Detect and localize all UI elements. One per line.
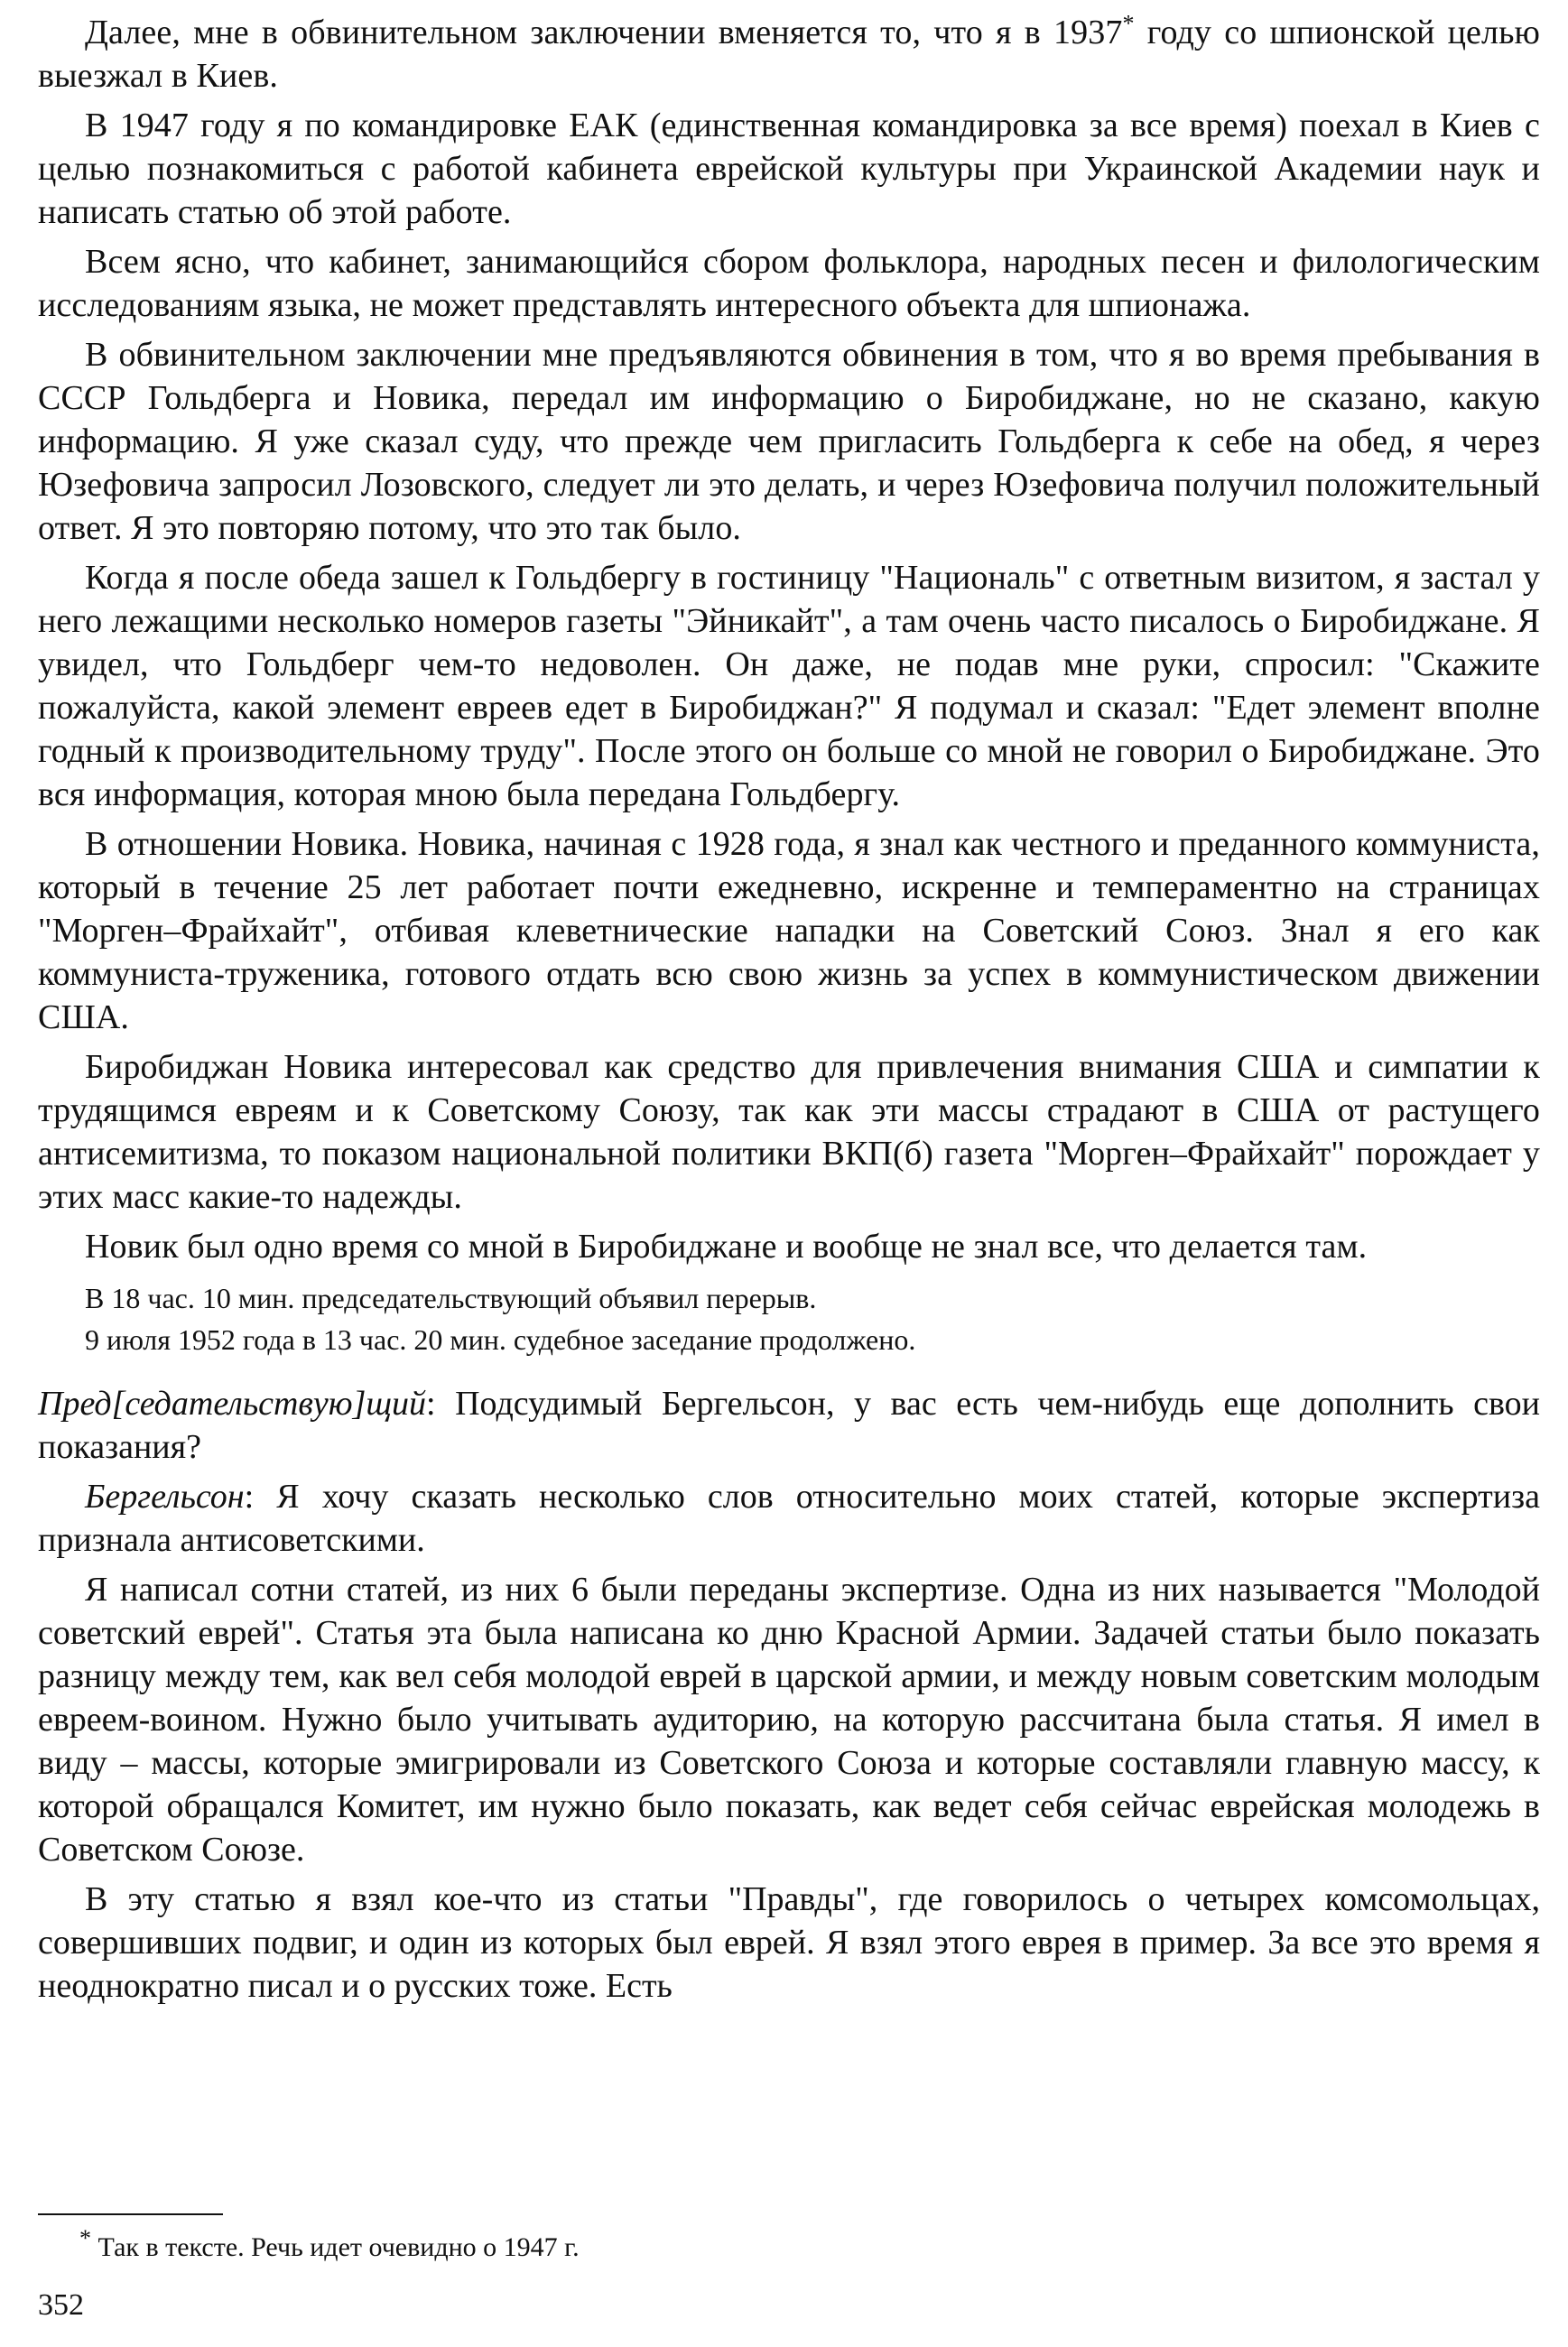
paragraph-novik-birobidzhan: Новик был одно время со мной в Биробиджане и вообще не знал все, что делается там. [85,1228,1368,1266]
question-text: : Подсудимый Бергельсон, у вас есть чем-нибудь еще дополнить свои показания? [38,1385,1540,1466]
main-text [38,11,1540,1268]
session-notes [38,1277,1540,1360]
paragraph-kiev-trip: В 1947 году я по командировке ЕАК (единственная командировка за все время) поехал в Киев с целью познакомиться с работой кабинета еврейской культуры при Украинской Академии наук и написать статью об этой работе. [38,107,1540,231]
paragraph-goldberg-novik: В обвинительном заключении мне предъявляются обвинения в том, что я во время пребывания в СССР Гольдберга и Новика, передал им информацию о Биробиджане, но не сказано, какую информацию. Я уже сказал суду, что прежде чем пригласить Гольдберга к себе на обед, я через Юзефовича запросил Лозовского, следует ли это делать, и через Юзефовича получил положительный ответ. Я это повторяю потому, что это так было. [38,336,1540,547]
session-note-resumed: 9 июля 1952 года в 13 час. 20 мин. судебное заседание продолжено. [85,1323,916,1356]
speaker-bergelson: Бергельсон [85,1478,245,1516]
chairman-question [38,1382,1540,1469]
paragraph-text: году со шпионской целью выезжал в Киев. [38,14,1540,95]
session-note-recess: В 18 час. 10 мин. председательствующий объявил перерыв. [85,1282,817,1314]
footnote-divider [38,2213,223,2215]
paragraph-pravda: В эту статью я взял кое-что из статьи "Правды", где говорилось о четырех комсомольцах, совершивших подвиг, и один из которых был еврей. Я взял этого еврея в пример. За все это время я неоднократно писал и о русских тоже. Есть [38,1880,1540,2005]
paragraph-national-hotel: Когда я после обеда зашел к Гольдбергу в гостиницу "Националь" с ответным визитом, я застал у него лежащими несколько номеров газеты "Эйникайт", а там очень часто писалось о Биробиджане. Я увидел, что Гольдберг чем-то недоволен. Он даже, не подав мне руки, спросил: "Скажите пожалуйста, какой элемент евреев едет в Биробиджан?" Я подумал и сказал: "Едет элемент вполне годный к производительному труду". После этого он больше со мной не говорил о Биробиджане. Это вся информация, которая мною была передана Гольдбергу. [38,559,1540,813]
speaker-chairman: Пред[седательствую]щий [38,1385,427,1423]
paragraph-birobidzhan-interest: Биробиджан Новика интересовал как средство для привлечения внимания США и симпатии к трудящимся евреям и к Советскому Союзу, так как эти массы страдают в США от растущего антисемитизма, то показом национальной политики ВКП(б) газета "Морген–Фрайхайт" порождает у этих масс какие-то надежды. [38,1048,1540,1216]
dialogue [38,1382,1540,2008]
footnote-text: Так в тексте. Речь идет очевидно о 1947 г. [91,2232,580,2262]
footnote [38,2225,1540,2266]
answer-text: : Я хочу сказать несколько слов относительно моих статей, которые экспертиза признала антисоветскими. [38,1478,1540,1559]
paragraph-folklore-cabinet: Всем ясно, что кабинет, занимающийся сбором фольклора, народных песен и филологическим исследованиям языка, не может представлять интересного объекта для шпионажа. [38,243,1540,324]
paragraph-novik: В отношении Новика. Новика, начиная с 1928 года, я знал как честного и преданного коммуниста, который в течение 25 лет работает почти ежедневно, искренне и темпераментно на страницах "Морген–Фрайхайт", отбивая клеветнические нападки на Советский Союз. Знал я его как коммуниста-труженика, готового отдать всю свою жизнь за успех в коммунистическом движении США. [38,825,1540,1036]
paragraph-kiev-accusation [38,11,1540,97]
footnote-mark: * [79,2225,91,2251]
paragraph-text: Далее, мне в обвинительном заключении вменяется то, что я в 1937 [85,14,1123,51]
page-number: 352 [38,2288,84,2322]
paragraph-articles: Я написал сотни статей, из них 6 были переданы экспертизе. Одна из них называется "Молодой советский еврей". Статья эта была написана ко дню Красной Армии. Задачей статьи было показать разницу между тем, как вел себя молодой еврей в царской армии, и между новым советским молодым евреем-воином. Нужно было учитывать аудиторию, на которую рассчитана была статья. Я имел в виду – массы, которые эмигрировали из Советского Союза и которые составляли главную массу, к которой обращался Комитет, им нужно было показать, как ведет себя сейчас еврейская молодежь в Советском Союзе. [38,1571,1540,1869]
bergelson-answer [38,1475,1540,1562]
footnote-marker[interactable]: * [1122,10,1135,37]
document-page [38,11,1540,2340]
footnote-area [38,2213,1540,2266]
